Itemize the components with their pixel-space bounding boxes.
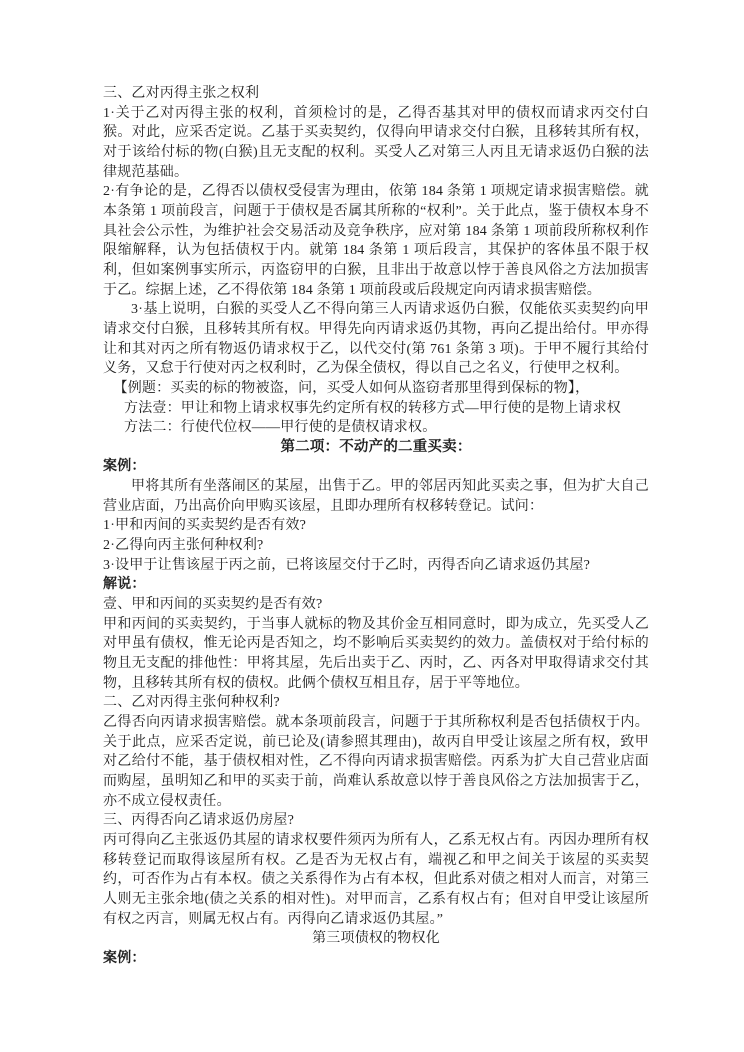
- paragraph: 3·基上说明，白猴的买受人乙不得向第三人丙请求返仍白猴，仅能依买卖契约向甲请求交付白猴，且移转其所有权。甲得先向丙请求返仍其物，再向乙提出给付。甲亦得让和其对丙之所有物返仍请求权于乙，以代交付(第 761 条第 3 项)。于甲不履行其给付义务，又怠于行使对丙之权利时，乙为保全债权，得以自己之名义，行使甲之权利。: [103, 302, 649, 377]
- question-item: 1·甲和丙间的买卖契约是否有效?: [103, 518, 307, 534]
- question-item: 3·设甲于让售该屋于丙之前，已将该屋交付于乙时，丙得否向乙请求返仍其屋?: [103, 557, 591, 573]
- sub-heading: 三、丙得否向乙请求返仍房屋?: [103, 813, 295, 829]
- sub-heading: 二、乙对丙得主张何种权利?: [103, 695, 280, 711]
- paragraph: 甲将其所有坐落闹区的某屋，出售于乙。甲的邻居丙知此买卖之事，但为扩大自己营业店面，乃出高价向甲购买该屋，且即办理所有权移转登记。试问：: [103, 479, 649, 514]
- document-text-body: [103, 84, 649, 969]
- case-label: 案例：: [103, 950, 146, 966]
- centered-title: 第三项债权的物权化: [312, 931, 440, 947]
- paragraph: 1·关于乙对丙得主张的权利，首须检讨的是，乙得否基其对甲的债权而请求丙交付白猴。对此，应采否定说。乙基于买卖契约，仅得向甲请求交付白猴，且移转其所有权，对于该给付标的物(白猴)且无支配的权利。买受人乙对第三人丙且无请求返仍白猴的法律规范基础。: [103, 105, 649, 180]
- example-note: 【例题：买卖的标的物被盗，问，买受人如何从盗窃者那里得到保标的物】，: [113, 380, 590, 396]
- question-item: 2·乙得向丙主张何种权利?: [103, 538, 264, 554]
- case-label: 案例：: [103, 459, 146, 475]
- explanation-label: 解说：: [103, 577, 146, 593]
- method-note: 方法二：行使代位权——甲行使的是债权请求权。: [124, 420, 437, 436]
- paragraph: 乙得否向丙请求损害赔偿。就本条项前段言，问题于于其所称权利是否包括债权于内。关于此点，应采否定说，前已论及(请参照其理由)，故丙自甲受让该屋之所有权，致甲对乙给付不能，基于债权相对性，乙不得向丙请求损害赔偿。丙系为扩大自己营业店面而购屋，虽明知乙和甲的买卖于前，尚难认系故意以悖于善良风俗之方法加损害于乙，亦不成立侵权责任。: [103, 715, 649, 809]
- paragraph: 丙可得向乙主张返仍其屋的请求权要件须丙为所有人，乙系无权占有。丙因办理所有权移转登记而取得该屋所有权。乙是否为无权占有，端视乙和甲之间关于该屋的买卖契约，可否作为占有本权。债之关系得作为占有本权，但此系对债之相对人而言，对第三人则无主张余地(债之关系的相对性)。对甲而言，乙系有权占有；但对自甲受让该屋所有权之丙言，则属无权占有。丙得向乙请求返仍其屋。”: [103, 832, 649, 927]
- method-note: 方法壹：甲让和物上请求权事先约定所有权的转移方式—甲行使的是物上请求权: [124, 400, 621, 416]
- sub-heading: 壹、甲和丙间的买卖契约是否有效?: [103, 597, 323, 613]
- centered-title: 第二项：不动产的二重买卖：: [280, 438, 472, 455]
- paragraph: 甲和丙间的买卖契约，于当事人就标的物及其价金互相同意时，即为成立，先买受人乙对甲虽有债权，惟无论丙是否知之，均不影响后买卖契约的效力。盖债权对于给付标的物且无支配的排他性：甲将其屋，先后出卖于乙、丙时，乙、丙各对甲取得请求交付其物，且移转其所有权的债权。此俩个债权互相且存，居于平等地位。: [103, 616, 649, 691]
- section-heading: 三、乙对丙得主张之权利: [103, 86, 260, 101]
- paragraph: 2·有争论的是，乙得否以债权受侵害为理由，依第 184 条第 1 项规定请求损害赔偿。就本条第 1 项前段言，问题于于债权是否属其所称的“权利”。关于此点，鉴于债权本身不具社会公示性，为维护社会交易活动及竞争秩序，应对第 184 条第 1 项前段所称权利作限缩解释，认为包括债权于内。就第 184 条第 1 项后段言，其保护的客体虽不限于权利，但如案例事实所示，丙盗窃甲的白猴，且非出于故意以悖于善良风俗之方法加损害于乙。综据上述，乙不得依第 184 条第 1 项前段或后段规定向丙请求损害赔偿。: [103, 184, 649, 298]
